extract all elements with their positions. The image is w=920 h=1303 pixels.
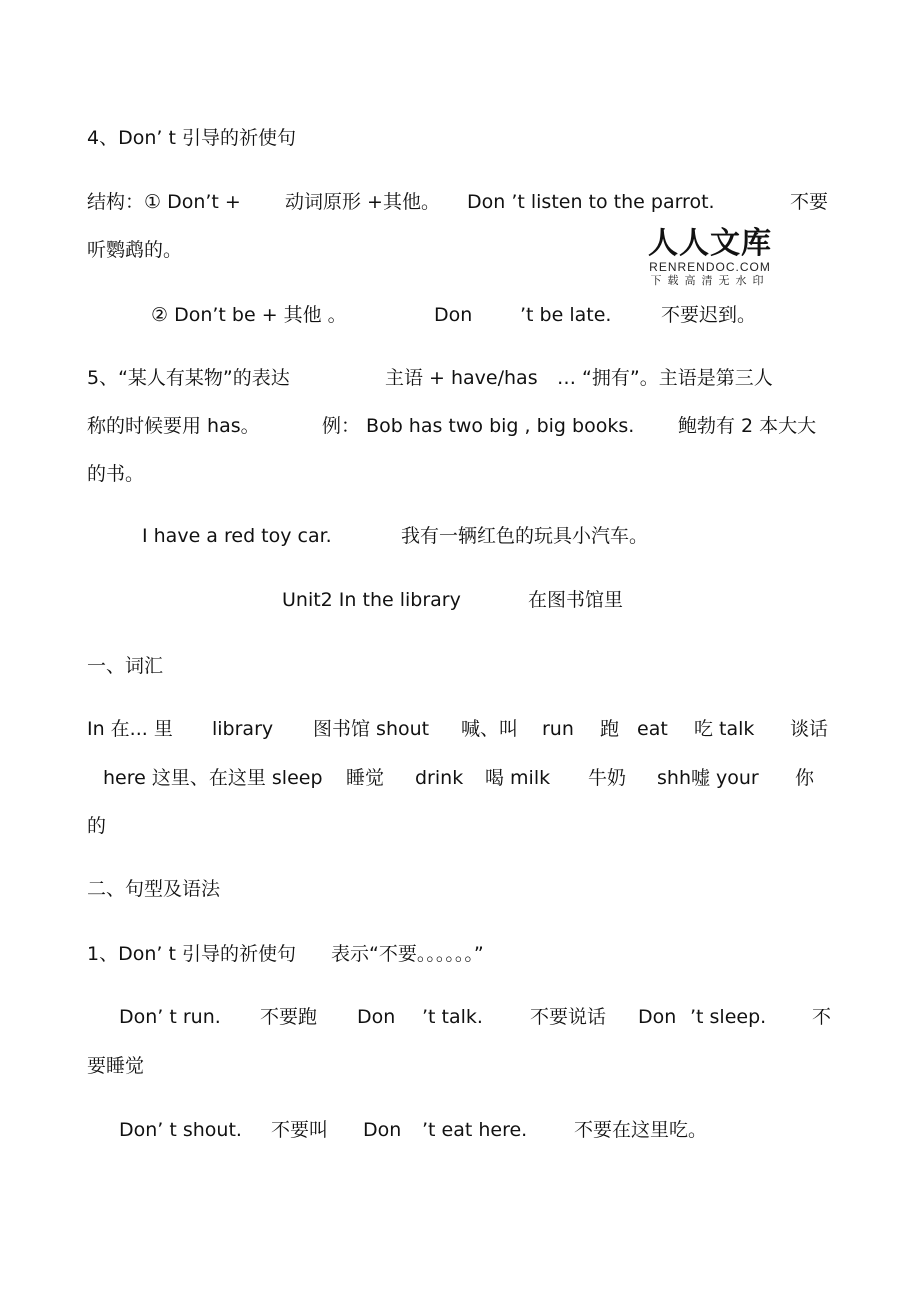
vocab-item: shh嘘 your — [657, 767, 759, 789]
text-segment: Don — [363, 1119, 402, 1141]
example-sentence: Don’ t run. — [119, 1006, 221, 1028]
unit-title-chinese: 在图书馆里 — [528, 589, 624, 611]
vocab-item: 你 — [795, 767, 815, 789]
section-heading-grammar: 二、句型及语法 — [87, 878, 221, 900]
vocab-item: 睡觉 — [346, 767, 385, 789]
example-sentence: Don’ t shout. — [119, 1119, 242, 1141]
translation-text: 不要 — [790, 191, 829, 213]
translation-text: 不要叫 — [271, 1119, 329, 1141]
watermark-title: 人人文库 — [648, 226, 772, 261]
vocab-item: In 在... 里 — [87, 718, 173, 740]
translation-text: 我有一辆红色的玩具小汽车。 — [401, 525, 649, 547]
translation-text: 的书。 — [87, 463, 145, 485]
vocab-item: drink — [415, 767, 464, 789]
heading-dont-imperative: 4、Don’ t 引导的祈使句 — [87, 127, 296, 149]
text-segment: Don — [357, 1006, 396, 1028]
heading-have-has: 5、“某人有某物”的表达 — [87, 367, 290, 389]
vocab-item: 谈话 — [790, 718, 829, 740]
vocab-item: 图书馆 shout — [313, 718, 430, 740]
text-segment: 主语 + have/has — [385, 367, 538, 389]
text-segment: 表示“不要。。。。。。” — [331, 943, 484, 965]
vocab-item: 的 — [87, 815, 107, 837]
translation-text: 听鹦鹉的。 — [87, 239, 183, 261]
translation-text: 不要在这里吃。 — [574, 1119, 708, 1141]
example-sentence: ’t talk. — [422, 1006, 483, 1028]
text-segment: 称的时候要用 has。 — [87, 415, 260, 437]
renrendoc-watermark-logo — [646, 228, 774, 288]
text-segment: … “拥有”。主语是第三人 — [557, 367, 773, 389]
vocab-item: 跑 — [600, 718, 620, 740]
unit-title: Unit2 In the library — [282, 589, 461, 611]
vocab-item: 吃 talk — [694, 718, 755, 740]
translation-text: 不要说话 — [530, 1006, 607, 1028]
example-sentence: I have a red toy car. — [142, 525, 332, 547]
translation-text: 鲍勃有 2 本大大 — [678, 415, 817, 437]
vocab-item: here 这里、在这里 sleep — [103, 767, 323, 789]
translation-text: 不要跑 — [260, 1006, 318, 1028]
vocab-item: run — [542, 718, 574, 740]
vocab-item: 牛奶 — [588, 767, 627, 789]
watermark-subtitle: 下载高清无水印 — [650, 274, 770, 287]
example-sentence: ’t eat here. — [422, 1119, 528, 1141]
text-segment: 动词原形 +其他。 — [285, 191, 440, 213]
vocab-item: library — [212, 718, 274, 740]
translation-text: 不要迟到。 — [661, 304, 757, 326]
vocab-item: 喊、叫 — [461, 718, 519, 740]
vocab-item: eat — [637, 718, 668, 740]
structure-label: 结构：① Don’t + — [87, 191, 241, 213]
grammar-heading: 1、Don’ t 引导的祈使句 — [87, 943, 296, 965]
example-sentence: ’t be late. — [520, 304, 612, 326]
example-sentence: 例： Bob has two big , big books. — [322, 415, 635, 437]
translation-text: 要睡觉 — [87, 1055, 145, 1077]
section-heading-vocabulary: 一、词汇 — [87, 655, 164, 677]
text-segment: Don — [638, 1006, 677, 1028]
example-sentence: Don ’t listen to the parrot. — [467, 191, 715, 213]
translation-text: 不 — [812, 1006, 832, 1028]
watermark-url: RENRENDOC.COM — [649, 260, 771, 274]
text-segment: Don — [434, 304, 473, 326]
example-sentence: ’t sleep. — [690, 1006, 767, 1028]
structure-label: ② Don’t be + 其他 。 — [151, 304, 347, 326]
vocab-item: 喝 milk — [485, 767, 551, 789]
